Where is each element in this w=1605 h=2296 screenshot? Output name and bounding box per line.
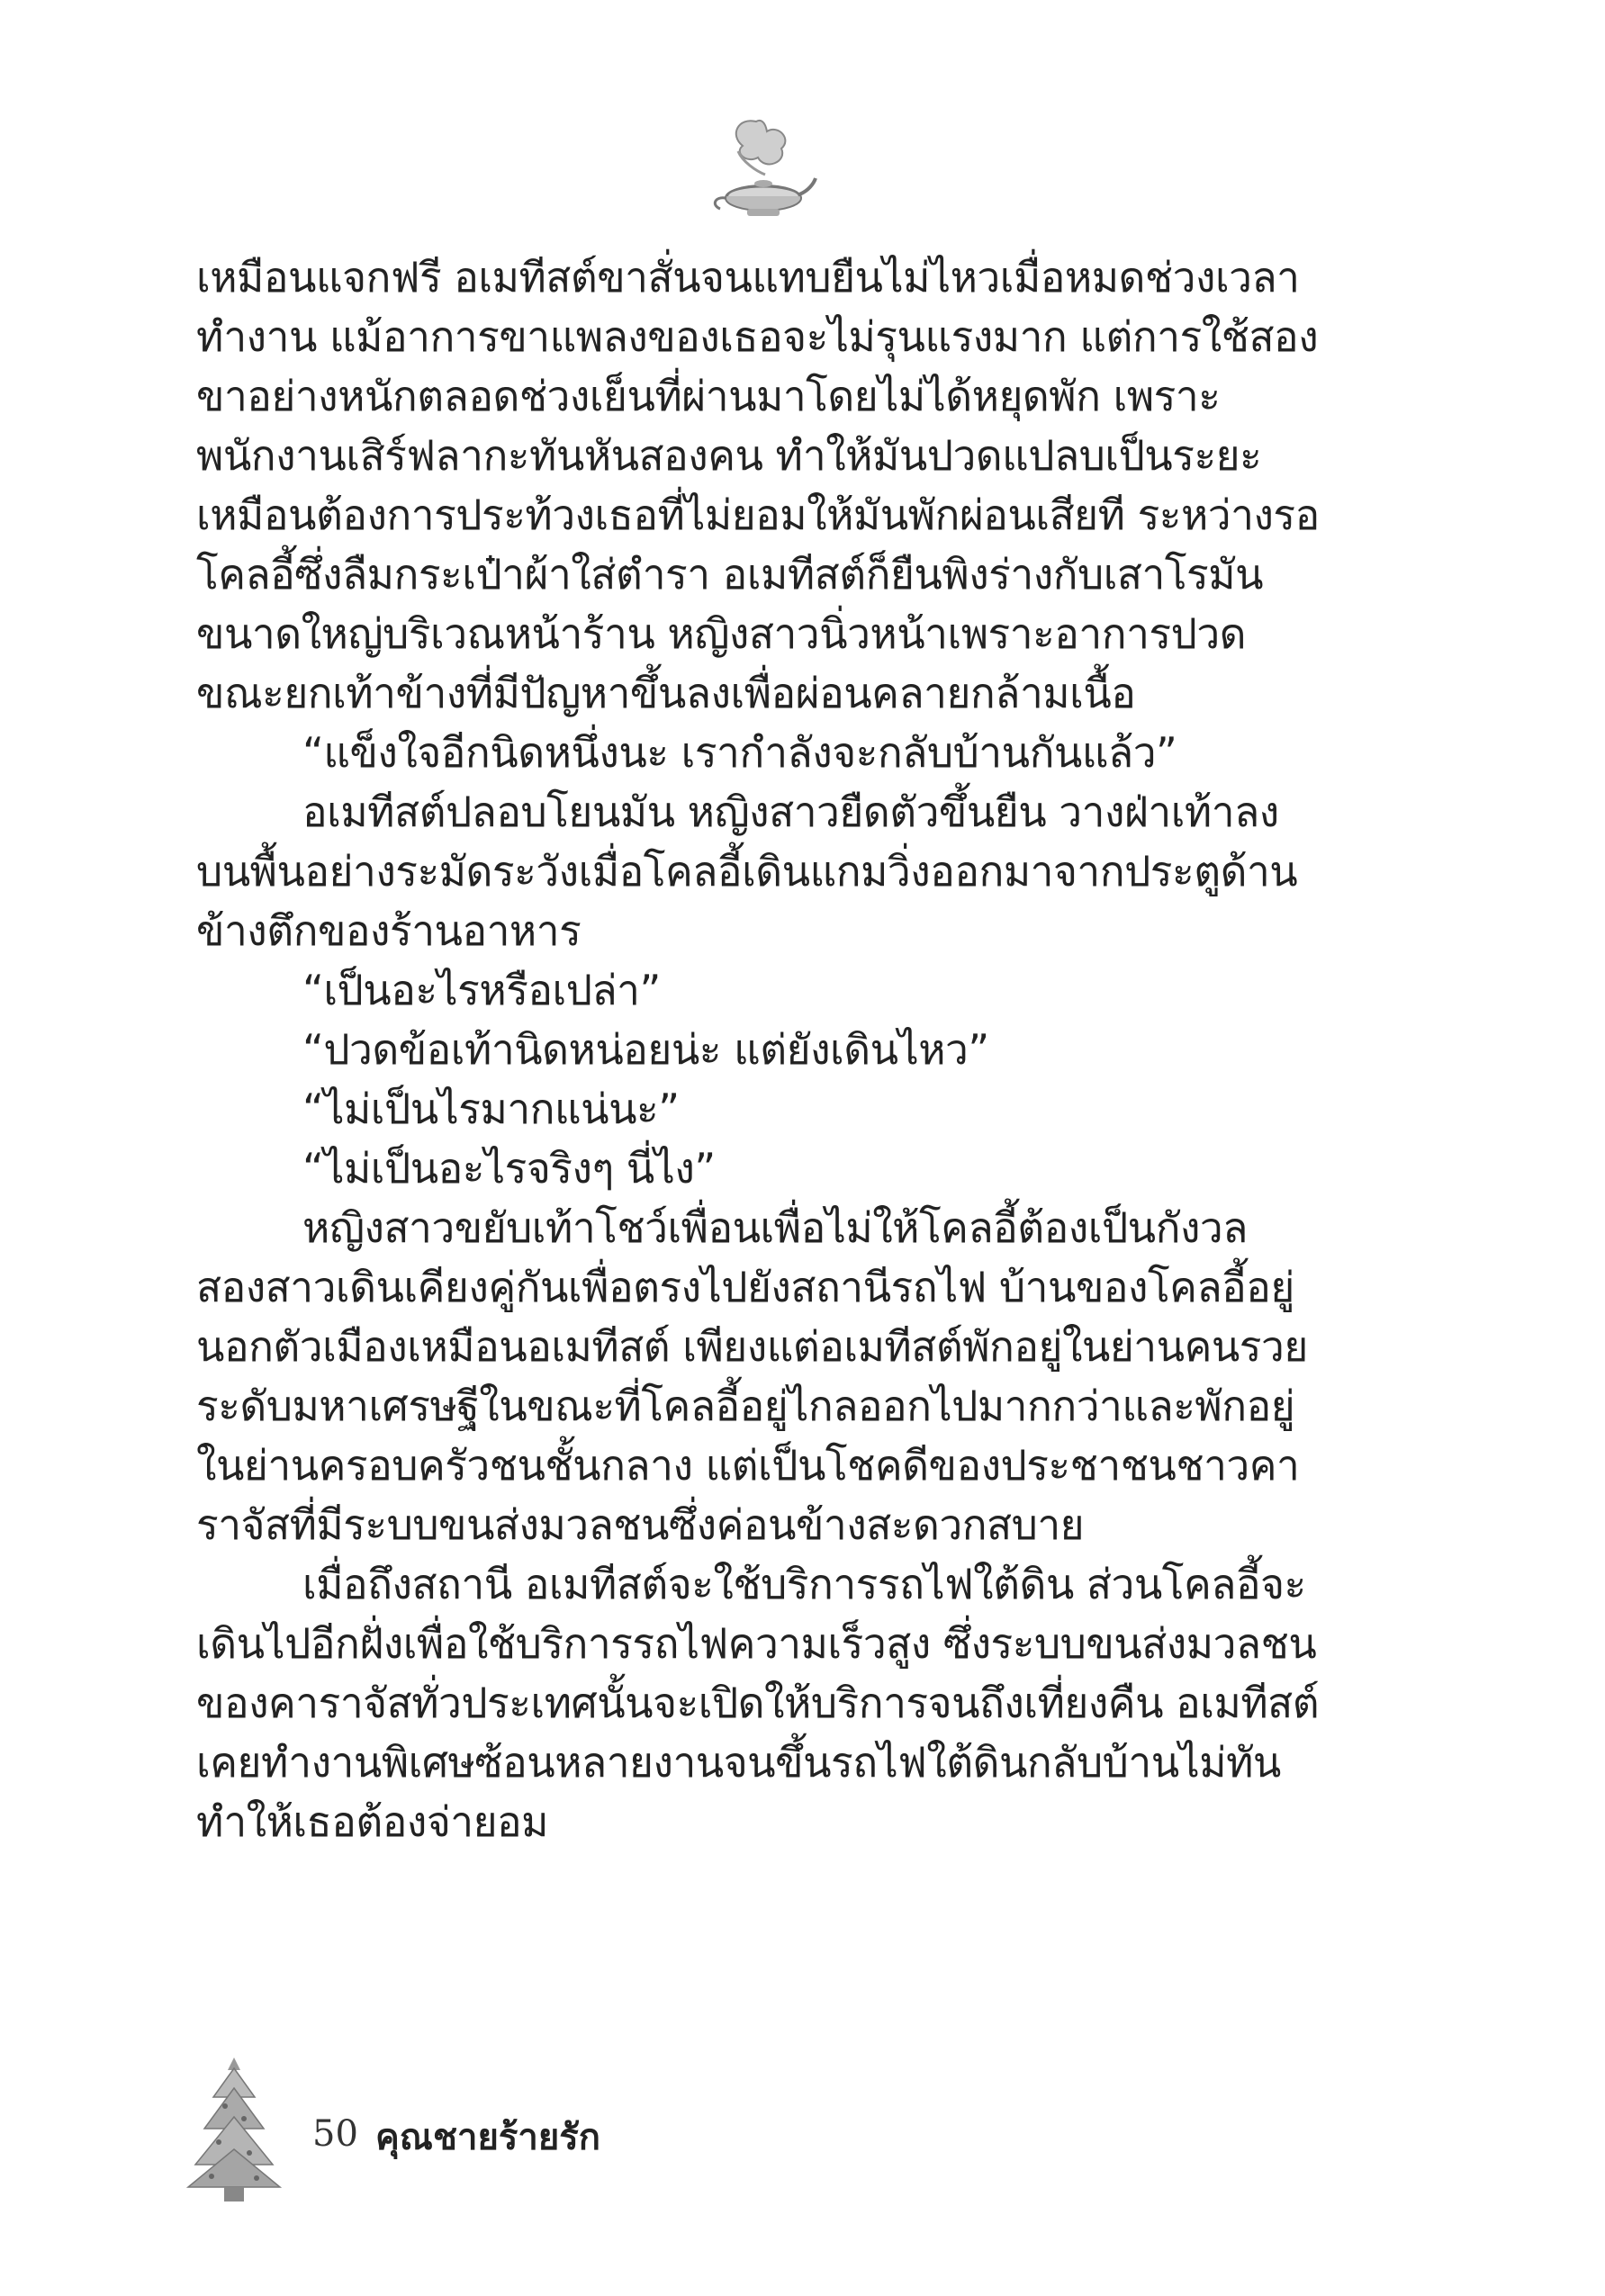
book-title: คุณชายร้ายรัก (375, 2117, 600, 2158)
paragraph: “ไม่เป็นไรมากแน่นะ” (302, 1085, 680, 1133)
paragraph: หญิงสาวขยับเท้าโชว์เพื่อนเพื่อไม่ให้โคลอี้ต้องเป็นกังวล สองสาวเดินเคียงคู่กันเพื่อตรงไปยังสถานีรถไฟ บ้านของโคลอี้อยู่นอกตัวเมืองเหมือนอเมทีสต์ เพียงแต่อเมทีสต์พักอยู่ในย่านคนรวยระดับมหาเศรษฐีในขณะที่โคลอี้อยู่ไกลออกไปมากกว่าและพักอยู่ในย่านครอบครัวชนชั้นกลาง แต่เป็นโชคดีของประชาชนชาวคาราจัสที่มีระบบขนส่งมวลชนซึ่งค่อนข้างสะดวกสบาย (196, 1203, 1308, 1549)
paragraph: “ปวดข้อเท้านิดหน่อยน่ะ แต่ยังเดินไหว” (302, 1025, 989, 1074)
christmas-tree-icon (185, 2052, 284, 2205)
page-footer (185, 2052, 815, 2205)
paragraph: “ไม่เป็นอะไรจริงๆ นี่ไง” (302, 1144, 716, 1193)
page-number: 50 (312, 2113, 358, 2155)
paragraph: เมื่อถึงสถานี อเมทีสต์จะใช้บริการรถไฟใต้ดิน ส่วนโคลอี้จะเดินไปอีกฝั่งเพื่อใช้บริการรถไฟความเร็วสูง ซึ่งระบบขนส่งมวลชนของคาราจัสทั่วประเทศนั้นจะเปิดให้บริการจนถึงเที่ยงคืน อเมทีสต์เคยทำงานพิเศษซ้อนหลายงานจนขึ้นรถไฟใต้ดินกลับบ้านไม่ทัน ทำให้เธอต้องจ่ายอม (196, 1560, 1320, 1846)
paragraph: เหมือนแจกฟรี อเมทีสต์ขาสั่นจนแทบยืนไม่ไหวเมื่อหมดช่วงเวลาทำงาน แม้อาการขาแพลงของเธอจะไม่รุนแรงมาก แต่การใช้สองขาอย่างหนักตลอดช่วงเย็นที่ผ่านมาโดยไม่ได้หยุดพัก เพราะพนักงานเสิร์ฟลากะทันหันสองคน ทำให้มันปวดแปลบเป็นระยะ เหมือนต้องการประท้วงเธอที่ไม่ยอมให้มันพักผ่อนเสียที ระหว่างรอโคลอี้ซึ่งลืมกระเป๋าผ้าใส่ตำรา อเมทีสต์ก็ยืนพิงร่างกับเสาโรมันขนาดใหญ่บริเวณหน้าร้าน หญิงสาวนิ่วหน้าเพราะอาการปวดขณะยกเท้าข้างที่มีปัญหาขึ้นลงเพื่อผ่อนคลายกล้ามเนื้อ (196, 253, 1320, 717)
paragraph: “เป็นอะไรหรือเปล่า” (302, 966, 661, 1014)
paragraph: “แข็งใจอีกนิดหนึ่งนะ เรากำลังจะกลับบ้านกันแล้ว” (302, 728, 1177, 777)
genie-lamp-icon (702, 108, 819, 234)
body-text (196, 248, 1329, 1851)
paragraph: อเมทีสต์ปลอบโยนมัน หญิงสาวยืดตัวขึ้นยืน วางฝ่าเท้าลงบนพื้นอย่างระมัดระวังเมื่อโคลอี้เดินแกมวิ่งออกมาจากประตูด้านข้างตึกของร้านอาหาร (196, 788, 1298, 955)
